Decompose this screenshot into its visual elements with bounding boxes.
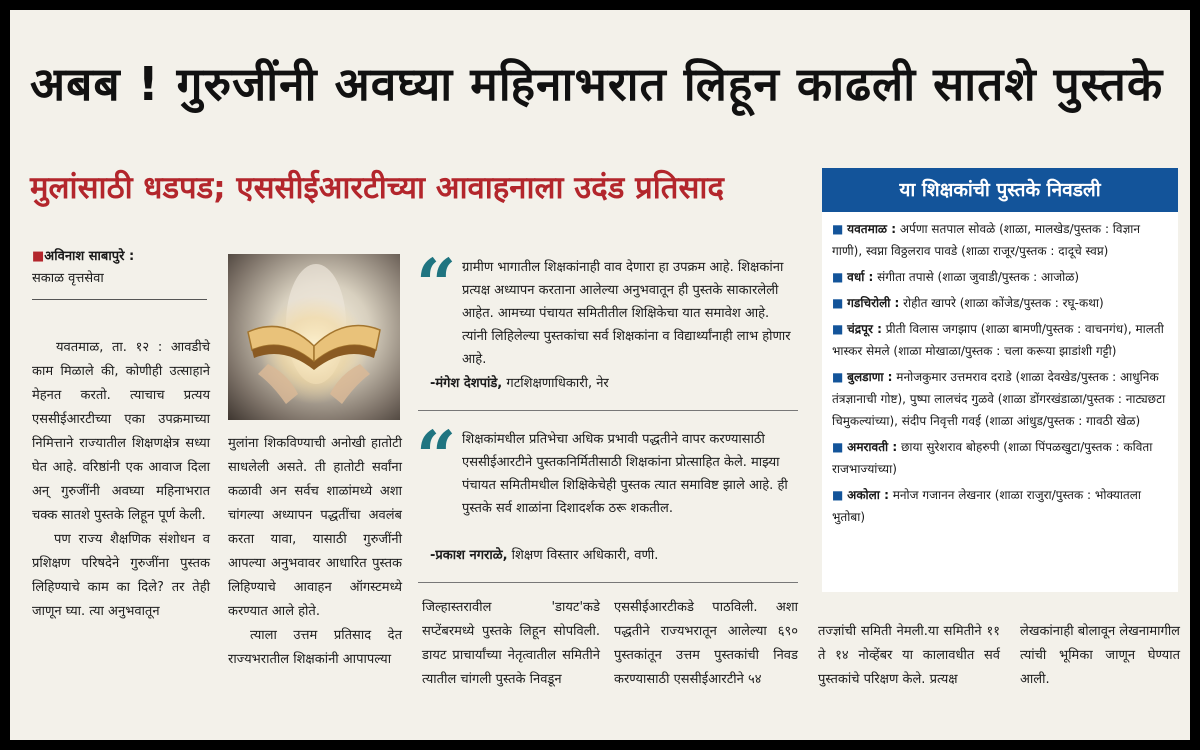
quote-text: शिक्षकांमधील प्रतिभेचा अधिक प्रभावी पद्धतीने वापर करण्यासाठी एससीईआरटीने पुस्तकनिर्मितीसाठी शिक्षकांना प्रोत्साहित केले. माझ्या पंचायत समितीमधील शिक्षिकेचेही पुस्तक त्यात समाविष्ट झाले आहे. ही पुस्तके सर्व शाळांना दिशादर्शक ठरू शकतील. (462, 432, 788, 516)
article-paragraph: लेखकांनाही बोलावून लेखनामागील त्यांची भूमिका जाणून घेण्यात आली. (1020, 624, 1181, 687)
teacher-list: मनोजकुमार उत्तमराव दराडे (शाळा देवखेड/पुस्तक : आधुनिक तंत्रज्ञानाची गोष्ट), पुष्पा लालचंद गुळवे (शाळा डोंगरखंडाळा/पुस्तक : नाट्यछटा चिमुकल्यांच्या), संदीप निवृत्ती गवई (शाळा आंधुड/पुस्तक : गावठी खेळ) (832, 370, 1166, 428)
district-name: वर्धा : (847, 270, 874, 284)
article-paragraph: एससीईआरटीकडे पाठविली. अशा पद्धतीने राज्यभरातून आलेल्या ६९० पुस्तकांतून उत्तम पुस्तकांची निवड करण्यासाठी एससीईआरटीने ५४ (614, 600, 798, 687)
sidebar-item (832, 266, 1170, 288)
quote-author: -मंगेश देशपांडे, (430, 376, 503, 391)
quote-text: ग्रामीण भागातील शिक्षकांनाही वाव देणारा हा उपक्रम आहे. शिक्षकांना प्रत्यक्ष अध्यापन करताना आलेल्या अनुभवातून ही पुस्तके साकारलेली आहेत. आमच्या पंचायत समितीतील शिक्षिकेचा यात समावेश आहे. त्यांनी लिहिलेल्या पुस्तकांचा सर्व शिक्षकांना व विद्यार्थ्यांनाही लाभ होणार आहे. (462, 260, 791, 367)
article-column-1 (32, 336, 210, 624)
article-paragraph: त्याला उत्तम प्रतिसाद देत राज्यभरातील शिक्षकांनी आपापल्या (228, 628, 402, 667)
bullet-icon: ■ (832, 296, 844, 310)
byline-author (32, 246, 212, 268)
byline-divider (32, 299, 207, 300)
teacher-list: प्रीती विलास जगझाप (शाळा बामणी/पुस्तक : वाचनगंध), मालती भास्कर सेमले (शाळा मोखाळा/पुस्तक : चला करूया झाडांशी गट्टी) (832, 322, 1164, 358)
sidebar-item (832, 484, 1170, 528)
byline-agency: सकाळ वृत्तसेवा (32, 271, 104, 286)
teacher-list: अर्पणा सतपाल सोवळे (शाळा, मालखेड/पुस्तक : विज्ञान गाणी), स्वप्ना विठ्ठलराव पावडे (शाळा राजूर/पुस्तक : दादूचे स्वप्न) (832, 222, 1141, 258)
sidebar-item (832, 218, 1170, 262)
article-column-5 (818, 620, 1000, 692)
article-column-4 (614, 596, 798, 692)
bullet-icon: ■ (832, 488, 844, 502)
byline (32, 246, 212, 290)
quote-attribution-2 (430, 544, 790, 567)
quote-mark-icon: “ (416, 415, 457, 498)
bullet-icon: ■ (832, 322, 844, 336)
byline-author-name: अविनाश साबापुरे : (44, 249, 135, 264)
quote-mark-icon: “ (416, 243, 457, 326)
teacher-list: छाया सुरेशराव बोहरुपी (शाळा पिंपळखुटा/पुस्तक : कविता राजभाज्यांच्या) (832, 440, 1153, 476)
article-paragraph: तज्ज्ञांची समिती नेमली.या समितीने ११ ते १४ नोव्हेंबर या कालावधीत सर्व पुस्तकांचे परिक्षण केले. प्रत्यक्ष (818, 624, 1000, 687)
sidebar-title: या शिक्षकांची पुस्तके निवडली (822, 168, 1178, 212)
article-paragraph: पण राज्य शैक्षणिक संशोधन व प्रशिक्षण परिषदेने गुरुजींना पुस्तक लिहिण्याचे काम का दिले? तर तेही जाणून घ्या. त्या अनुभवातून (32, 532, 210, 619)
sidebar-item (832, 292, 1170, 314)
quote-divider (418, 410, 798, 411)
open-book-icon (228, 254, 400, 420)
newspaper-clipping (10, 10, 1190, 740)
quote-role: शिक्षण विस्तार अधिकारी, वणी. (507, 548, 659, 563)
quote-role: गटशिक्षणाधिकारी, नेर (502, 376, 609, 391)
district-name: यवतमाळ : (847, 222, 897, 236)
quote-attribution-1 (430, 372, 790, 395)
article-paragraph: मुलांना शिकविण्याची अनोखी हातोटी साधलेली असते. ती हातोटी सर्वांना कळावी अन सर्वच शाळांमध्ये अशा चांगल्या अध्यापन पद्धतींचा अवलंब करता यावा, यासाठी गुरुजींनी आपल्या अनुभवावर आधारित पुस्तक लिहिण्याचे आवाहन ऑगस्टमध्ये करण्यात आले होते. (228, 436, 402, 619)
headline: अबब ! गुरुजींनी अवघ्या महिनाभरात लिहून काढली सातशे पुस्तके (30, 57, 1164, 111)
quote-block-2 (462, 428, 798, 520)
quote-block-1 (462, 256, 798, 371)
district-name: गडचिरोली : (847, 296, 900, 310)
selected-teachers-box (822, 212, 1178, 592)
district-name: अकोला : (847, 488, 889, 502)
subheadline: मुलांसाठी धडपड; एससीईआरटीच्या आवाहनाला उदंड प्रतिसाद (30, 170, 724, 206)
sidebar-item (832, 366, 1170, 432)
quote-divider (418, 582, 798, 583)
district-name: बुलडाणा : (847, 370, 893, 384)
sidebar-item (832, 436, 1170, 480)
bullet-icon: ■ (832, 270, 844, 284)
teacher-list: संगीता तपासे (शाळा जुवाडी/पुस्तक : आजोळ) (873, 270, 1080, 284)
bullet-icon: ■ (832, 370, 844, 384)
article-paragraph: यवतमाळ, ता. १२ : आवडीचे काम मिळाले की, कोणीही उत्साहाने मेहनत करतो. त्याचाच प्रत्यय एससीईआरटीच्या एका उपक्रमाच्या निमित्ताने राज्यातील शिक्षणक्षेत्र सध्या घेत आहे. वरिष्ठांनी एक आवाज दिला अन्‌ गुरुजींनी अवघ्या महिनाभरात चक्क सातशे पुस्तके लिहून पूर्ण केली. (32, 340, 210, 523)
bullet-icon: ■ (832, 222, 844, 236)
district-name: चंद्रपूर : (847, 322, 882, 336)
district-name: अमरावती : (847, 440, 898, 454)
byline-marker: ■ (32, 249, 45, 264)
quote-author: -प्रकाश नगराळे, (430, 548, 508, 563)
teacher-list: रोहीत खापरे (शाळा कोंजेड/पुस्तक : रघू-कथा) (899, 296, 1104, 310)
book-photo (228, 254, 400, 420)
bullet-icon: ■ (832, 440, 844, 454)
article-paragraph: जिल्हास्तरावील 'डायट'कडे सप्टेंबरमध्ये पुस्तके लिहून सोपविली. डायट प्राचार्यांच्या नेतृत्वातील समितीने त्यातील चांगली पुस्तके निवडून (422, 600, 600, 687)
article-column-2 (228, 432, 402, 672)
article-column-3 (422, 596, 600, 692)
article-column-6 (1020, 620, 1180, 692)
sidebar-item (832, 318, 1170, 362)
teacher-list: मनोज गजानन लेखनार (शाळा राजुरा/पुस्तक : भोक्यातला भुतोबा) (832, 488, 1142, 524)
